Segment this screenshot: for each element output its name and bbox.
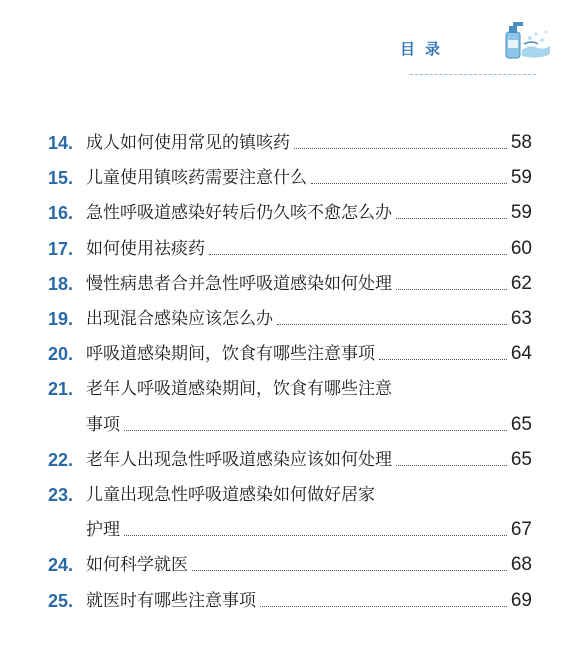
toc-entry-title-continued: 事项 (86, 414, 120, 435)
toc-entry-page: 58 (510, 132, 532, 153)
toc-entry-page: 62 (510, 272, 532, 294)
dot-leader (124, 535, 507, 536)
toc-entry-title: 如何使用祛痰药 (86, 238, 205, 259)
toc-entry-title: 老年人呼吸道感染期间，饮食有哪些注意 (86, 379, 392, 400)
toc-entry-page: 65 (510, 448, 532, 470)
toc-entry-page: 64 (510, 343, 532, 365)
dot-leader (294, 148, 507, 149)
dot-leader (379, 359, 507, 360)
toc-entry-title: 呼吸道感染期间，饮食有哪些注意事项 (86, 344, 375, 365)
toc-entry-number: 17. (48, 238, 74, 259)
dot-leader (260, 606, 507, 607)
toc-entry[interactable] (0, 232, 584, 266)
toc-entry-number: 15. (48, 168, 74, 189)
toc-entry-title: 儿童使用镇咳药需要注意什么 (86, 168, 307, 189)
toc-entry-number: 20. (48, 344, 74, 365)
dot-leader (311, 183, 507, 184)
toc-entry-page: 67 (510, 519, 532, 541)
dot-leader (124, 430, 507, 431)
toc-entry-page: 65 (510, 413, 532, 435)
toc-entry[interactable] (0, 584, 584, 618)
toc-entry-page: 63 (510, 308, 532, 329)
dot-leader (396, 465, 507, 466)
toc-entry[interactable] (0, 126, 584, 160)
toc-entry-number: 23. (48, 485, 74, 505)
toc-entry[interactable] (0, 302, 584, 336)
toc-entry[interactable] (0, 372, 584, 406)
toc-entry-title: 儿童出现急性呼吸道感染如何做好居家 (86, 485, 375, 505)
toc-entry-number: 14. (48, 133, 74, 153)
toc-entry-page: 69 (510, 589, 532, 611)
toc-entry-number: 18. (48, 273, 74, 294)
toc-entry-number: 16. (48, 203, 74, 224)
toc-entry-title: 慢性病患者合并急性呼吸道感染如何处理 (86, 273, 392, 294)
toc-entry-continuation[interactable] (0, 408, 584, 442)
toc-entry-continuation[interactable] (0, 513, 584, 547)
page-header-title: 目录 (400, 40, 451, 58)
toc-entry-title: 如何科学就医 (86, 555, 188, 576)
toc-entry-title-continued: 护理 (86, 520, 120, 541)
dot-leader (396, 218, 507, 219)
toc-entry-number: 19. (48, 309, 74, 329)
hand-sanitizer-icon (500, 20, 552, 62)
toc-entry-number: 24. (48, 555, 74, 576)
toc-entry-title: 出现混合感染应该怎么办 (86, 309, 273, 329)
toc-entry-page: 59 (510, 202, 532, 224)
toc-entry[interactable] (0, 267, 584, 301)
toc-entry-page: 59 (510, 167, 532, 189)
toc-entry-title: 就医时有哪些注意事项 (86, 590, 256, 611)
header-divider (410, 74, 536, 75)
dot-leader (277, 324, 507, 325)
toc-entry[interactable] (0, 161, 584, 195)
toc-entry[interactable] (0, 478, 584, 512)
toc-entry-title: 老年人出现急性呼吸道感染应该如何处理 (86, 449, 392, 470)
toc-entry-title: 成人如何使用常见的镇咳药 (86, 133, 290, 153)
toc-entry[interactable] (0, 337, 584, 371)
toc-entry-number: 21. (48, 379, 74, 400)
toc-entry-title: 急性呼吸道感染好转后仍久咳不愈怎么办 (86, 203, 392, 224)
dot-leader (209, 254, 507, 255)
toc-entry-page: 68 (510, 554, 532, 576)
toc-entry-number: 25. (48, 590, 74, 611)
toc-entry[interactable] (0, 196, 584, 230)
toc-entry-number: 22. (48, 449, 74, 470)
dot-leader (396, 289, 507, 290)
toc-entry[interactable] (0, 548, 584, 582)
toc-entry[interactable] (0, 443, 584, 477)
dot-leader (192, 570, 507, 571)
toc-entry-page: 60 (510, 237, 532, 259)
